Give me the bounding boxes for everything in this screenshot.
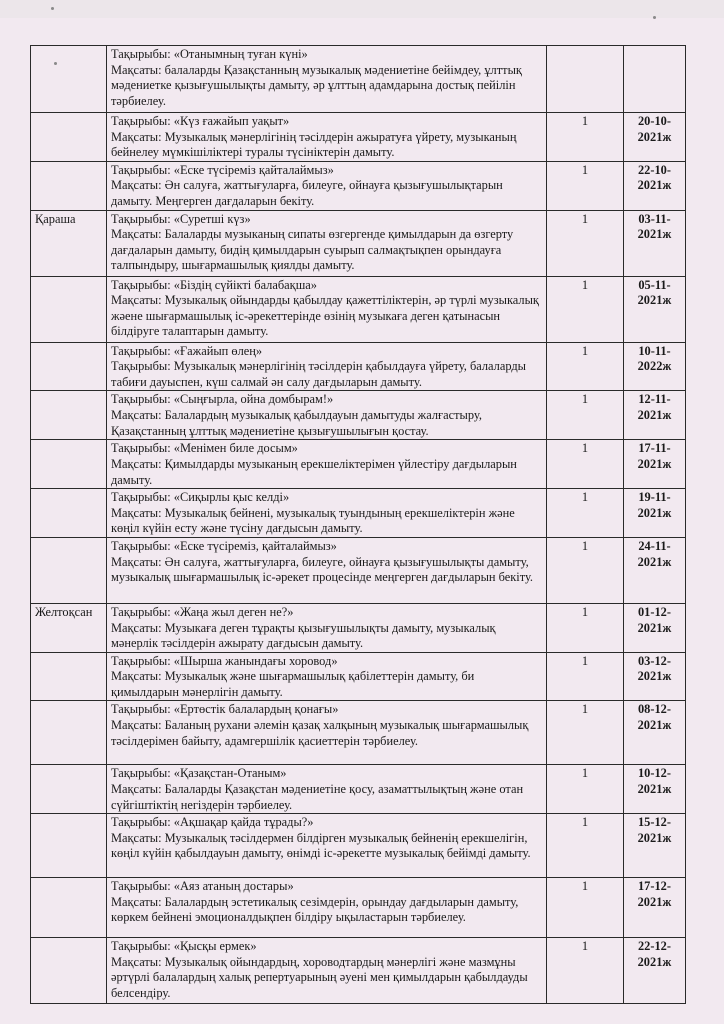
lesson-goal: Мақсаты: Қимылдарды музыканың ерекшеліктерімен үйлестіру дағдыларын дамыту. bbox=[111, 456, 517, 487]
hours-cell: 1 bbox=[547, 537, 624, 603]
date-year: 2021ж bbox=[637, 129, 672, 144]
lesson-goal: Тақырыбы: Музыкалық мәнерлігінің тәсілдерін қабылдауға үйрету, балаларды табиғи дауыспен, күш салмай ән салу дағдыларын дамыту. bbox=[111, 359, 526, 389]
month-cell bbox=[31, 342, 107, 391]
lesson-topic: Тақырыбы: «Қазақстан-Отаным» bbox=[111, 766, 287, 781]
month-cell bbox=[31, 938, 107, 1004]
month-cell bbox=[31, 701, 107, 765]
month-cell bbox=[31, 652, 107, 701]
month-cell bbox=[31, 46, 107, 113]
month-cell bbox=[31, 878, 107, 938]
hours-cell: 1 bbox=[547, 210, 624, 276]
lesson-topic: Тақырыбы: «Еске түсіреміз, қайталаймыз» bbox=[111, 538, 337, 553]
content-cell bbox=[107, 276, 547, 342]
month-cell bbox=[31, 537, 107, 603]
lesson-goal: Мақсаты: Музыкалық тәсілдермен білдірген музыкалық бейненің ерекшелігін, көңіл күйін қабылдауын дамыту, өнімді іс-әрекетте музыкалық бейімді дамыту. bbox=[111, 830, 531, 861]
date-day-month: 03-12- bbox=[637, 653, 672, 668]
lesson-plan-table bbox=[30, 45, 686, 1004]
date-day-month: 17-12- bbox=[637, 879, 672, 894]
content-cell bbox=[107, 440, 547, 489]
content-cell bbox=[107, 814, 547, 878]
lesson-goal: Мақсаты: Балаларды Қазақстан мәдениетіне қосу, азаматтылықтың және отан сүйгіштіктің негіздерін тәрбиелеу. bbox=[111, 782, 524, 812]
lesson-goal: Мақсаты: Ән салуға, жаттығуларға, билеуге, ойнауға қызығушылықты дамыту, музыкалық шығармашылық іс-әрекет процесінде меңгерген дағдыларын бекіту. bbox=[111, 554, 534, 585]
lesson-goal: Мақсаты: балаларды Қазақстанның музыкалық мәдениетіне бейімдеу, ұлттық мәдениетке қызығушылықты дамыту, әр ұлттың адамдарына достық пейілін тәрбиелеу. bbox=[111, 62, 522, 108]
lesson-row bbox=[31, 342, 686, 391]
date-cell bbox=[624, 210, 686, 276]
content-cell bbox=[107, 652, 547, 701]
hours-cell bbox=[547, 46, 624, 113]
lesson-row bbox=[31, 765, 686, 814]
date-year: 2021ж bbox=[637, 227, 672, 242]
lesson-topic: Тақырыбы: «Жаңа жыл деген не?» bbox=[111, 604, 294, 619]
lesson-row bbox=[31, 113, 686, 162]
content-cell bbox=[107, 113, 547, 162]
date-year: 2021ж bbox=[637, 293, 672, 308]
month-cell bbox=[31, 161, 107, 210]
lesson-goal: Мақсаты: Музыкалық мәнерлігінің тәсілдерін ажыратуға үйрету, музыканың бейнелеу мүмкішіліктері туралы түсініктерін дамыту. bbox=[111, 129, 517, 160]
date-year: 2021ж bbox=[637, 894, 672, 909]
lesson-row bbox=[31, 701, 686, 765]
date-cell bbox=[624, 46, 686, 113]
hours-cell: 1 bbox=[547, 603, 624, 652]
scan-speck bbox=[653, 16, 656, 19]
date-cell bbox=[624, 814, 686, 878]
lesson-row bbox=[31, 440, 686, 489]
lesson-row bbox=[31, 276, 686, 342]
lesson-row bbox=[31, 391, 686, 440]
hours-cell: 1 bbox=[547, 113, 624, 162]
date-day-month: 17-11- bbox=[638, 441, 671, 456]
date-cell bbox=[624, 938, 686, 1004]
hours-cell: 1 bbox=[547, 440, 624, 489]
hours-cell: 1 bbox=[547, 342, 624, 391]
content-cell bbox=[107, 603, 547, 652]
content-cell bbox=[107, 46, 547, 113]
date-cell bbox=[624, 440, 686, 489]
content-cell bbox=[107, 878, 547, 938]
content-cell bbox=[107, 537, 547, 603]
lesson-goal: Мақсаты: Музыкалық және шығармашылық қабілеттерін дамыту, би қимылдарын мәнерлігін дамыту. bbox=[111, 669, 475, 699]
hours-cell: 1 bbox=[547, 276, 624, 342]
hours-cell: 1 bbox=[547, 765, 624, 814]
scan-top-edge bbox=[0, 0, 724, 18]
month-cell bbox=[31, 391, 107, 440]
hours-cell: 1 bbox=[547, 161, 624, 210]
date-day-month: 12-11- bbox=[638, 392, 671, 407]
date-cell bbox=[624, 391, 686, 440]
lesson-goal: Мақсаты: Ән салуға, жаттығуларға, билеуге, ойнауға қызығушылықтарын дамыту. Меңгерген дағдаларын бекіту. bbox=[111, 178, 503, 208]
hours-cell: 1 bbox=[547, 701, 624, 765]
date-cell bbox=[624, 113, 686, 162]
date-day-month: 03-11- bbox=[638, 211, 671, 226]
lesson-row bbox=[31, 161, 686, 210]
hours-cell: 1 bbox=[547, 814, 624, 878]
date-year: 2021ж bbox=[637, 620, 672, 635]
lesson-row bbox=[31, 938, 686, 1004]
date-year: 2021ж bbox=[637, 407, 672, 422]
content-cell bbox=[107, 701, 547, 765]
date-day-month: 20-10- bbox=[637, 114, 672, 128]
date-day-month: 08-12- bbox=[637, 702, 672, 717]
lesson-row bbox=[31, 537, 686, 603]
date-cell bbox=[624, 603, 686, 652]
date-day-month: 19-11- bbox=[638, 490, 671, 505]
content-cell bbox=[107, 765, 547, 814]
date-cell bbox=[624, 161, 686, 210]
hours-cell: 1 bbox=[547, 938, 624, 1004]
date-day-month: 10-11- bbox=[638, 343, 671, 358]
month-cell bbox=[31, 440, 107, 489]
date-day-month: 10-12- bbox=[637, 766, 672, 781]
lesson-row bbox=[31, 652, 686, 701]
lesson-goal: Мақсаты: Музыкалық бейнені, музыкалық туындының ерекшеліктерін және көңіл күйін есту және түсіну дағдысын дамыту. bbox=[111, 505, 515, 536]
lesson-goal: Мақсаты: Музыкалық ойындардың, хороводтардың мәнерлігі және мазмұны әртүрлі балалардың халық репертуарының әуені мен қимылдарын қабылдауды белсендіру. bbox=[111, 954, 528, 1001]
date-year: 2021ж bbox=[637, 505, 672, 520]
lesson-plan-body bbox=[31, 46, 686, 1004]
lesson-topic: Тақырыбы: «Менімен биле досым» bbox=[111, 441, 298, 456]
content-cell bbox=[107, 938, 547, 1004]
lesson-row bbox=[31, 210, 686, 276]
date-year: 2021ж bbox=[637, 782, 672, 797]
lesson-topic: Тақырыбы: «Ертөстік балалардың қонағы» bbox=[111, 702, 339, 717]
hours-cell: 1 bbox=[547, 489, 624, 538]
hours-cell: 1 bbox=[547, 652, 624, 701]
content-cell bbox=[107, 161, 547, 210]
date-cell bbox=[624, 701, 686, 765]
content-cell bbox=[107, 489, 547, 538]
lesson-row bbox=[31, 814, 686, 878]
date-cell bbox=[624, 489, 686, 538]
date-year: 2021ж bbox=[637, 954, 672, 969]
date-cell bbox=[624, 537, 686, 603]
month-cell bbox=[31, 276, 107, 342]
lesson-goal: Мақсаты: Баланың рухани әлемін қазақ халқының музыкалық шығармашылық тәсілдерімен байыту, адамгершілік қасиеттерін тәрбиелеу. bbox=[111, 718, 529, 748]
date-cell bbox=[624, 652, 686, 701]
date-day-month: 05-11- bbox=[638, 277, 671, 292]
lesson-goal: Мақсаты: Музыкалық ойындарды қабылдау қажеттіліктерін, әр түрлі музыкалық жәене шығармашылық іс-әрекеттерінде өзінің музыкаға деген қатынасын білдіруге талаптарын дамыту. bbox=[111, 293, 539, 339]
lesson-topic: Тақырыбы: «Күз ғажайып уақыт» bbox=[111, 114, 290, 128]
date-year: 2021ж bbox=[637, 830, 672, 845]
content-cell bbox=[107, 342, 547, 391]
lesson-topic: Тақырыбы: «Сыңғырла, ойна домбырам!» bbox=[111, 392, 334, 407]
hours-cell: 1 bbox=[547, 878, 624, 938]
lesson-goal: Мақсаты: Музыкаға деген тұрақты қызығушылықты дамыту, музыкалық мәнерлік тәсілдерін ажырату дағдысын дамыту. bbox=[111, 620, 496, 651]
lesson-topic: Тақырыбы: «Шырша жанындағы хоровод» bbox=[111, 653, 338, 668]
lesson-row bbox=[31, 46, 686, 113]
month-cell: Қараша bbox=[31, 210, 107, 276]
date-year: 2021ж bbox=[637, 718, 672, 733]
date-cell bbox=[624, 878, 686, 938]
lesson-row bbox=[31, 489, 686, 538]
month-cell bbox=[31, 489, 107, 538]
lesson-topic: Тақырыбы: «Қысқы ермек» bbox=[111, 939, 257, 954]
lesson-topic: Тақырыбы: «Аяз атаның достары» bbox=[111, 879, 294, 894]
lesson-goal: Мақсаты: Балаларды музыканың сипаты өзгергенде қимылдарын да өзгерту дағдаларын дамыту, бидің қимылдарын суырып салмақтықпен орындауға талпындыру, шығармашылық қиялды дамыту. bbox=[111, 227, 514, 273]
lesson-topic: Тақырыбы: «Сиқырлы қыс келді» bbox=[111, 490, 290, 505]
hours-cell: 1 bbox=[547, 391, 624, 440]
date-year: 2021ж bbox=[637, 178, 672, 193]
lesson-topic: Тақырыбы: «Еске түсіреміз қайталаймыз» bbox=[111, 162, 334, 177]
lesson-topic: Тақырыбы: «Ғажайып өлең» bbox=[111, 343, 263, 358]
lesson-goal: Мақсаты: Балалардың эстетикалық сезімдерін, орындау дағдыларын дамыту, көркем бейнені эмоционалдықпен білдіру ықыластарын тәрбиелеу. bbox=[111, 894, 519, 925]
month-cell bbox=[31, 113, 107, 162]
date-year: 2021ж bbox=[637, 456, 672, 471]
date-day-month: 15-12- bbox=[637, 815, 672, 830]
date-day-month: 01-12- bbox=[637, 604, 672, 619]
month-cell: Желтоқсан bbox=[31, 603, 107, 652]
lesson-goal: Мақсаты: Балалардың музыкалық қабылдауын дамытуды жалғастыру, Қазақстанның ұлттық мәдениетіне қызығушылығын қостау. bbox=[111, 407, 482, 438]
lesson-topic: Тақырыбы: «Ақшақар қайда тұрады?» bbox=[111, 815, 314, 830]
date-year: 2021ж bbox=[637, 669, 672, 684]
lesson-row bbox=[31, 603, 686, 652]
lesson-topic: Тақырыбы: «Біздің сүйікті балабақша» bbox=[111, 277, 317, 292]
month-cell bbox=[31, 814, 107, 878]
date-day-month: 22-10- bbox=[637, 162, 672, 177]
date-year: 2021ж bbox=[637, 554, 672, 569]
content-cell bbox=[107, 391, 547, 440]
scan-speck bbox=[51, 7, 54, 10]
lesson-topic: Тақырыбы: «Отанымның туған күні» bbox=[111, 47, 308, 61]
date-cell bbox=[624, 765, 686, 814]
date-cell bbox=[624, 276, 686, 342]
date-cell bbox=[624, 342, 686, 391]
content-cell bbox=[107, 210, 547, 276]
lesson-topic: Тақырыбы: «Суретші күз» bbox=[111, 211, 251, 226]
date-day-month: 24-11- bbox=[638, 538, 671, 553]
date-day-month: 22-12- bbox=[637, 939, 672, 954]
lesson-row bbox=[31, 878, 686, 938]
date-year: 2022ж bbox=[637, 359, 672, 374]
month-cell bbox=[31, 765, 107, 814]
